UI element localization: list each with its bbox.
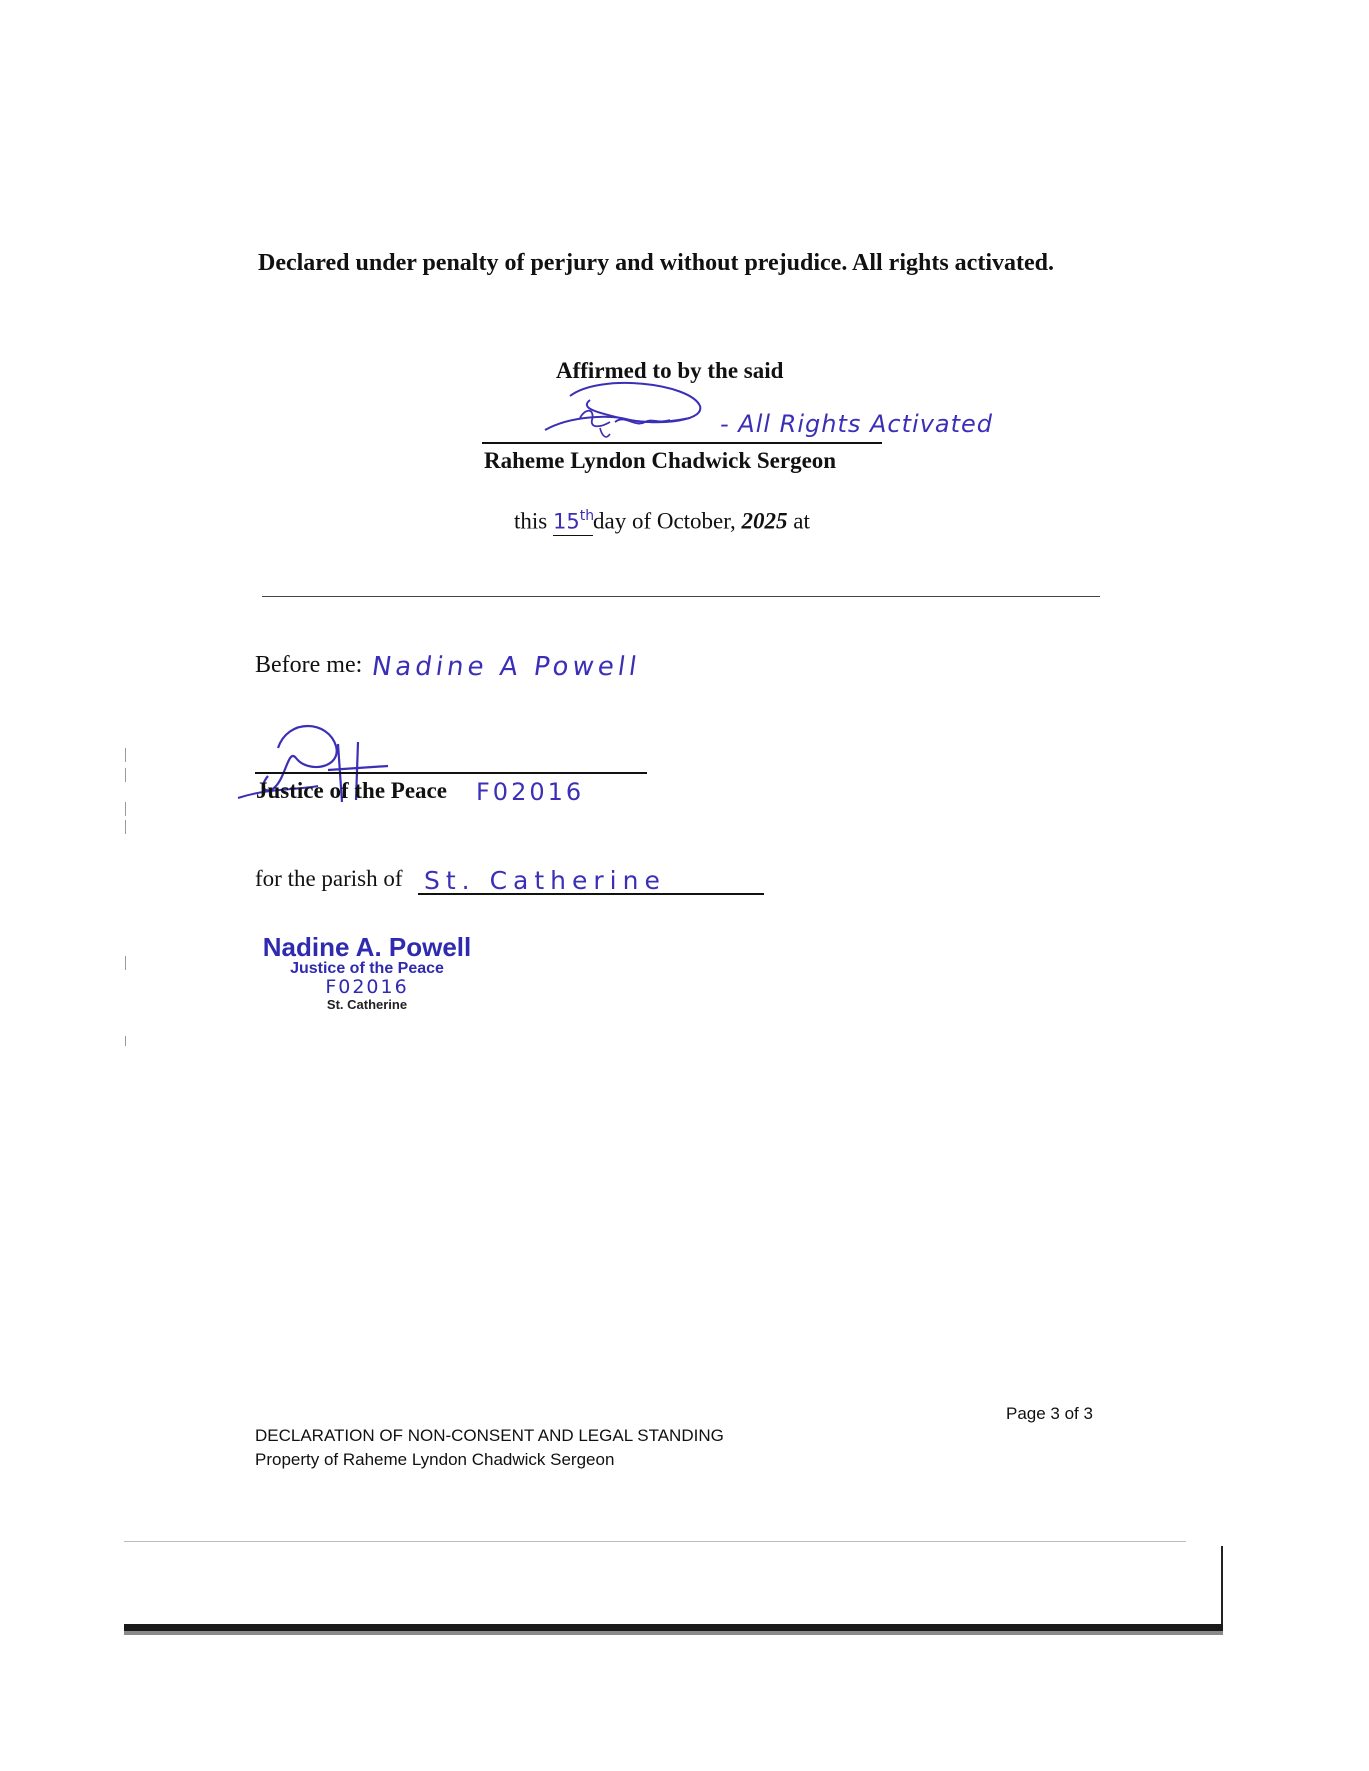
scan-mark bbox=[125, 956, 126, 970]
date-day-suffix: th bbox=[579, 508, 595, 524]
jp-signature-line bbox=[255, 772, 647, 774]
scan-gray-line bbox=[124, 1541, 1186, 1542]
location-line bbox=[262, 596, 1100, 597]
scan-mark bbox=[125, 768, 126, 782]
before-me-label: Before me: bbox=[255, 652, 363, 678]
stamp-title: Justice of the Peace bbox=[290, 960, 444, 978]
signature-line bbox=[482, 442, 882, 444]
signature-note: - All Rights Activated bbox=[720, 410, 994, 438]
jp-title-value: F02016 bbox=[476, 778, 585, 806]
stamp-name: Nadine A. Powell bbox=[262, 932, 472, 962]
affiant-signature bbox=[540, 378, 710, 448]
stamp-parish: St. Catherine bbox=[326, 997, 408, 1013]
date-year: 2025 bbox=[741, 508, 788, 534]
stamp-number: F02016 bbox=[325, 976, 409, 999]
scan-mark bbox=[125, 820, 126, 834]
declaration-statement: Declared under penalty of perjury and without prejudice. All rights activated. bbox=[258, 250, 1054, 276]
jp-stamp bbox=[242, 934, 492, 1012]
date-line bbox=[514, 508, 810, 536]
date-suffix: at bbox=[793, 508, 810, 534]
date-middle: day of October, bbox=[592, 508, 736, 534]
scan-bottom-shadow bbox=[124, 1631, 1223, 1635]
date-day: 15 bbox=[552, 509, 580, 534]
date-prefix: this bbox=[514, 508, 548, 534]
date-day-field bbox=[553, 508, 593, 536]
scan-mark bbox=[125, 802, 126, 816]
footer-doc-title: DECLARATION OF NON-CONSENT AND LEGAL STANDING bbox=[255, 1426, 724, 1445]
before-me-value: Nadine A Powell bbox=[369, 652, 643, 682]
parish-label: for the parish of bbox=[255, 866, 403, 891]
scan-mark bbox=[125, 748, 126, 762]
page-number: Page 3 of 3 bbox=[1006, 1404, 1093, 1423]
parish-value: St. Catherine bbox=[424, 866, 666, 895]
scan-mark bbox=[125, 1036, 126, 1046]
affiant-name: Raheme Lyndon Chadwick Sergeon bbox=[484, 448, 837, 473]
scan-bottom-edge bbox=[124, 1624, 1223, 1631]
footer-property-line: Property of Raheme Lyndon Chadwick Sergeon bbox=[255, 1450, 615, 1469]
affirmation-heading: Affirmed to by the said bbox=[556, 358, 784, 383]
jp-title-label: Justice of the Peace bbox=[256, 778, 447, 803]
scan-right-edge bbox=[1221, 1546, 1223, 1628]
